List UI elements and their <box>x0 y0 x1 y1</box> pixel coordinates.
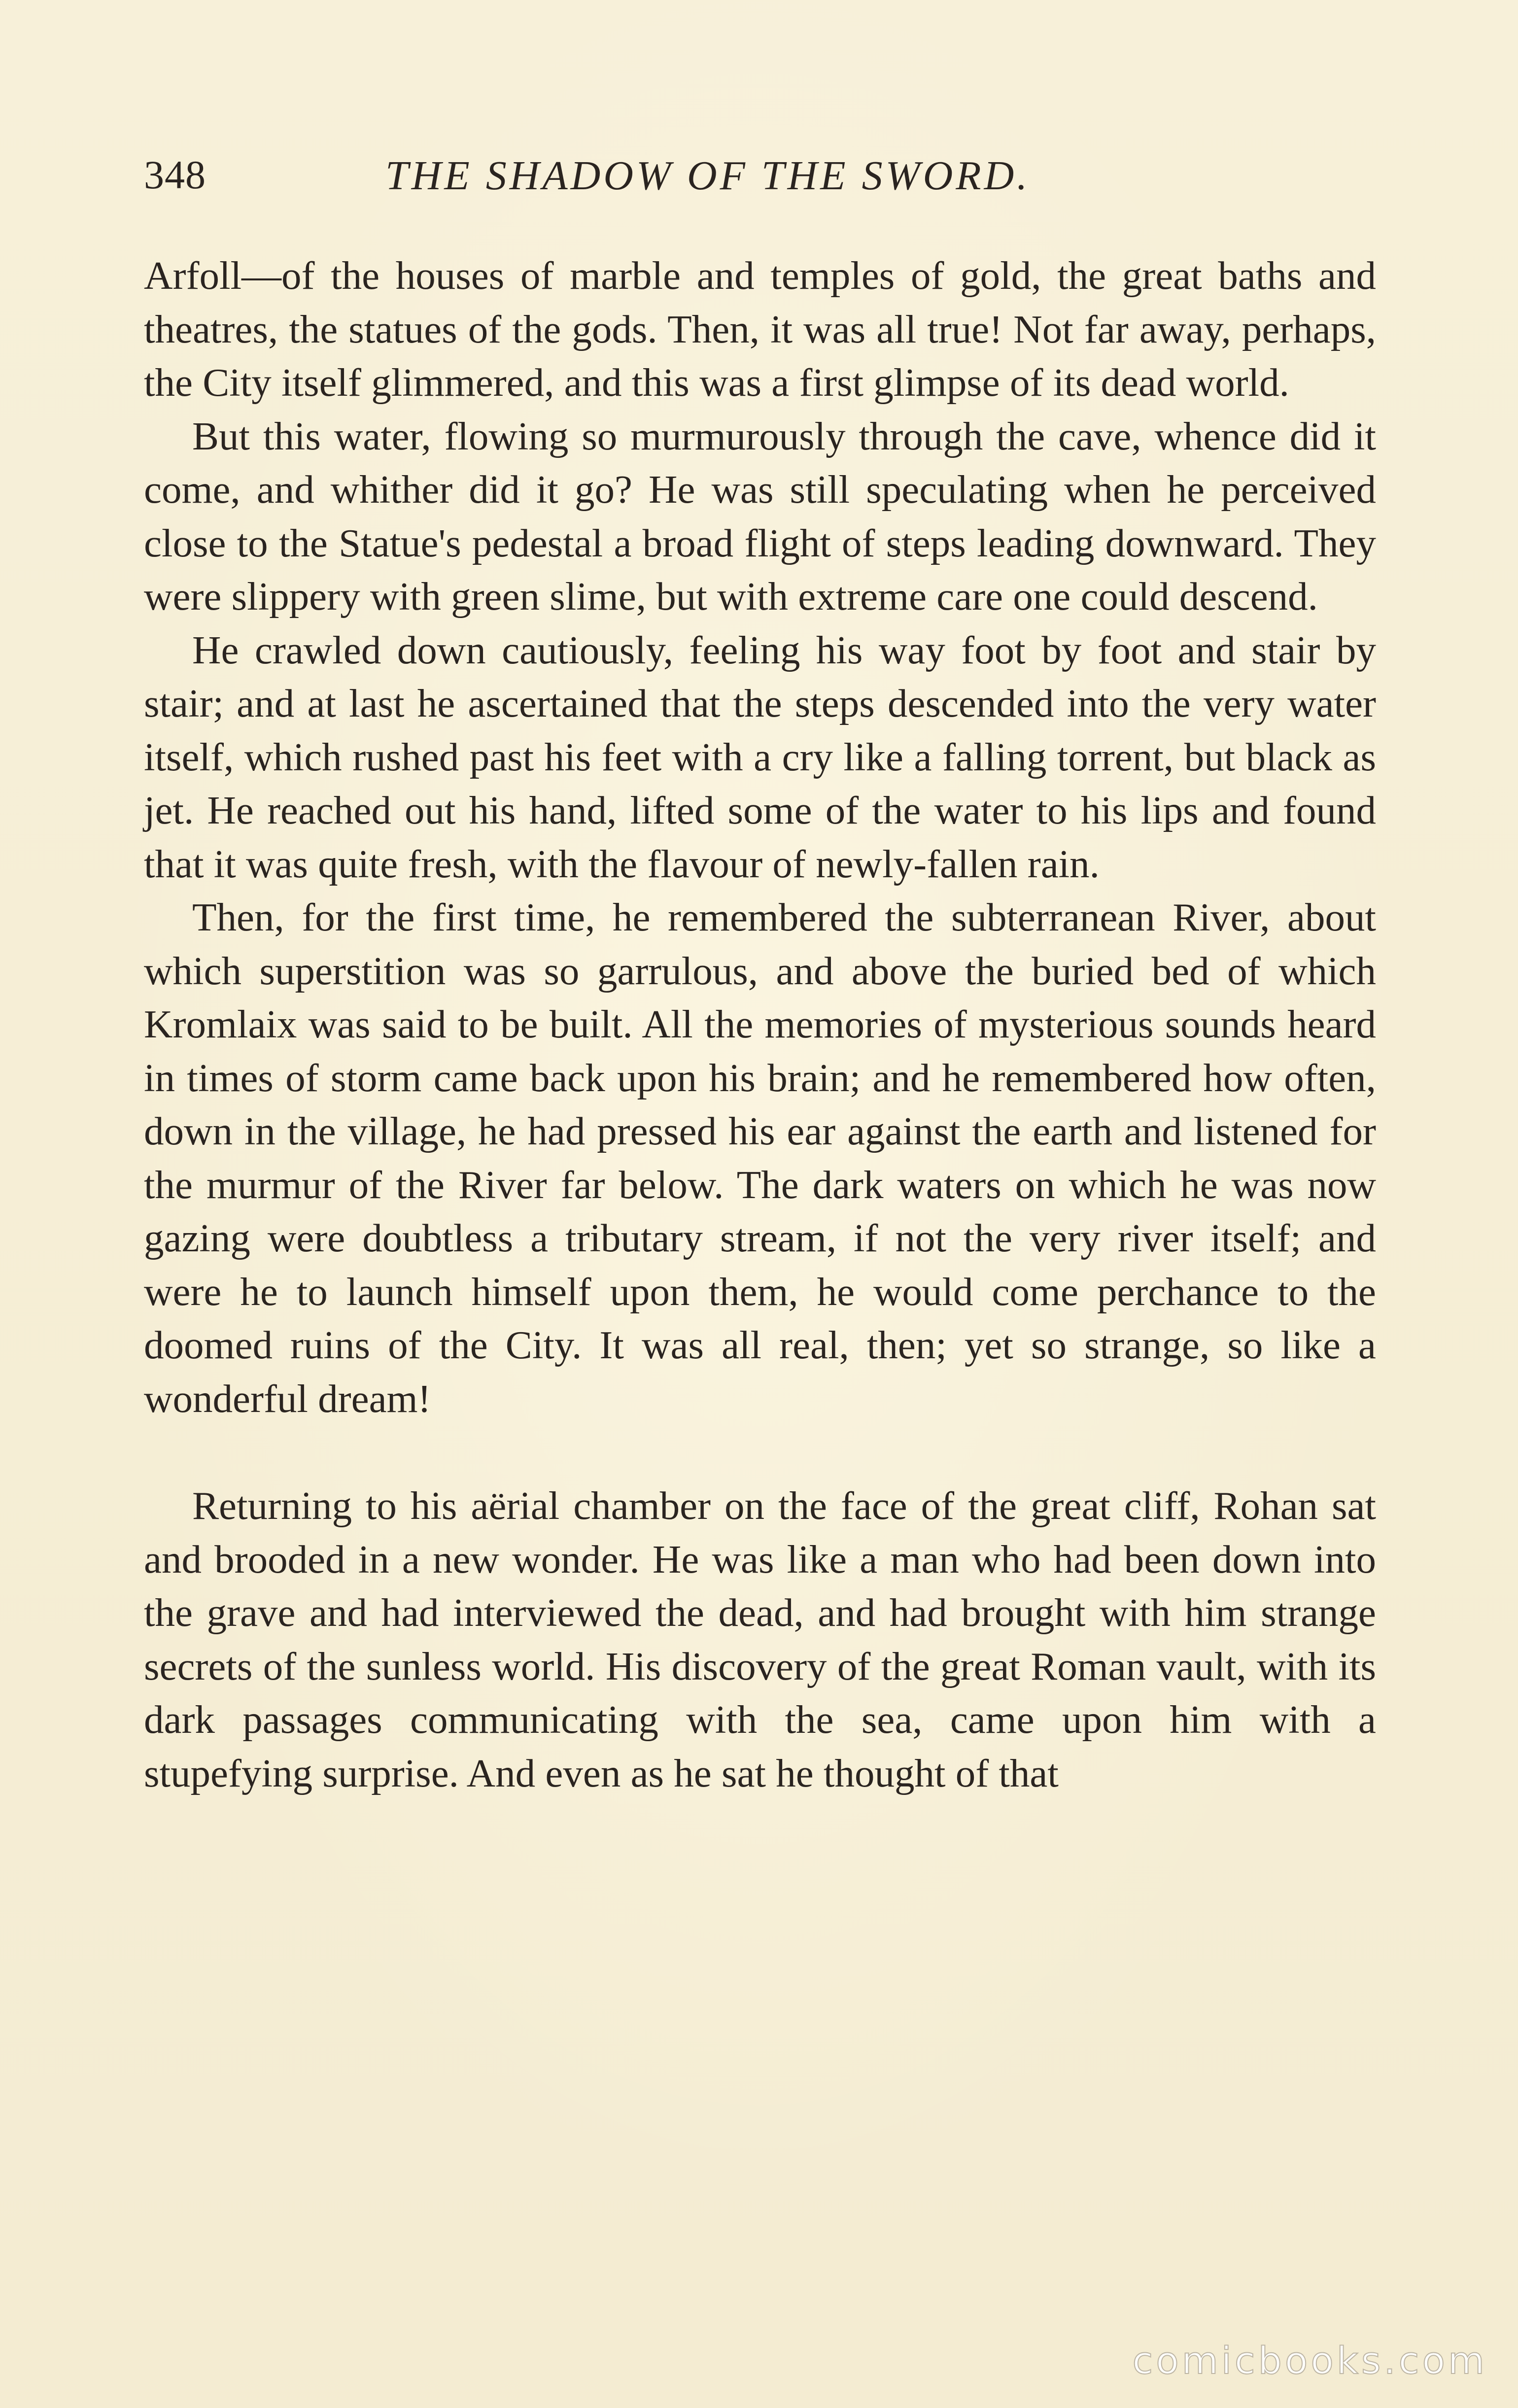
paragraph: But this water, flowing so murmurously through the cave, whence did it come, and whither did it go? He was still speculating when he perceived close to the Statue's pedestal a broad flight of steps leading downward. They were slippery with green slime, but with extreme care one could descend. <box>144 413 1376 619</box>
section-break <box>144 1425 1376 1479</box>
paragraph: He crawled down cautiously, feeling his way foot by foot and stair by stair; and at last he ascertained that the steps descended into the very water itself, which rushed past his feet with a cry like a falling torrent, but black as jet. He reached out his hand, lifted some of the water to his lips and found that it was quite fresh, with the flavour of newly-fallen rain. <box>144 627 1376 886</box>
paragraph: Arfoll—of the houses of marble and temples of gold, the great baths and theatres, the statues of the gods. Then, it was all true! Not far away, perhaps, the City itself glimmered, and this was a first glimpse of its dead world. <box>144 253 1376 405</box>
paragraph: Then, for the first time, he remembered the subterranean River, about which superstition was so garrulous, and above the buried bed of which Kromlaix was said to be built. All the memories of mysterious sounds heard in times of storm came back upon his brain; and he remembered how often, down in the village, he had pressed his ear against the earth and listened for the murmur of the River far below. The dark waters on which he was now gazing were doubtless a tributary stream, if not the very river itself; and were he to launch himself upon them, he would come perchance to the doomed ruins of the City. It was all real, then; yet so strange, so like a wonderful dream! <box>144 895 1376 1421</box>
page-header <box>144 148 1386 217</box>
paragraph: Returning to his aërial chamber on the face of the great cliff, Rohan sat and brooded in a new wonder. He was like a man who had been down into the grave and had interviewed the dead, and had brought with him strange secrets of the sunless world. His discovery of the great Roman vault, with its dark passages communicating with the sea, came upon him with a stupefying surprise. And even as he sat he thought of that <box>144 1483 1376 1795</box>
page-number: 348 <box>144 152 206 197</box>
watermark: comicbooks.com <box>1132 2339 1487 2382</box>
body-text <box>144 249 1376 1800</box>
running-title: THE SHADOW OF THE SWORD. <box>385 153 1031 199</box>
